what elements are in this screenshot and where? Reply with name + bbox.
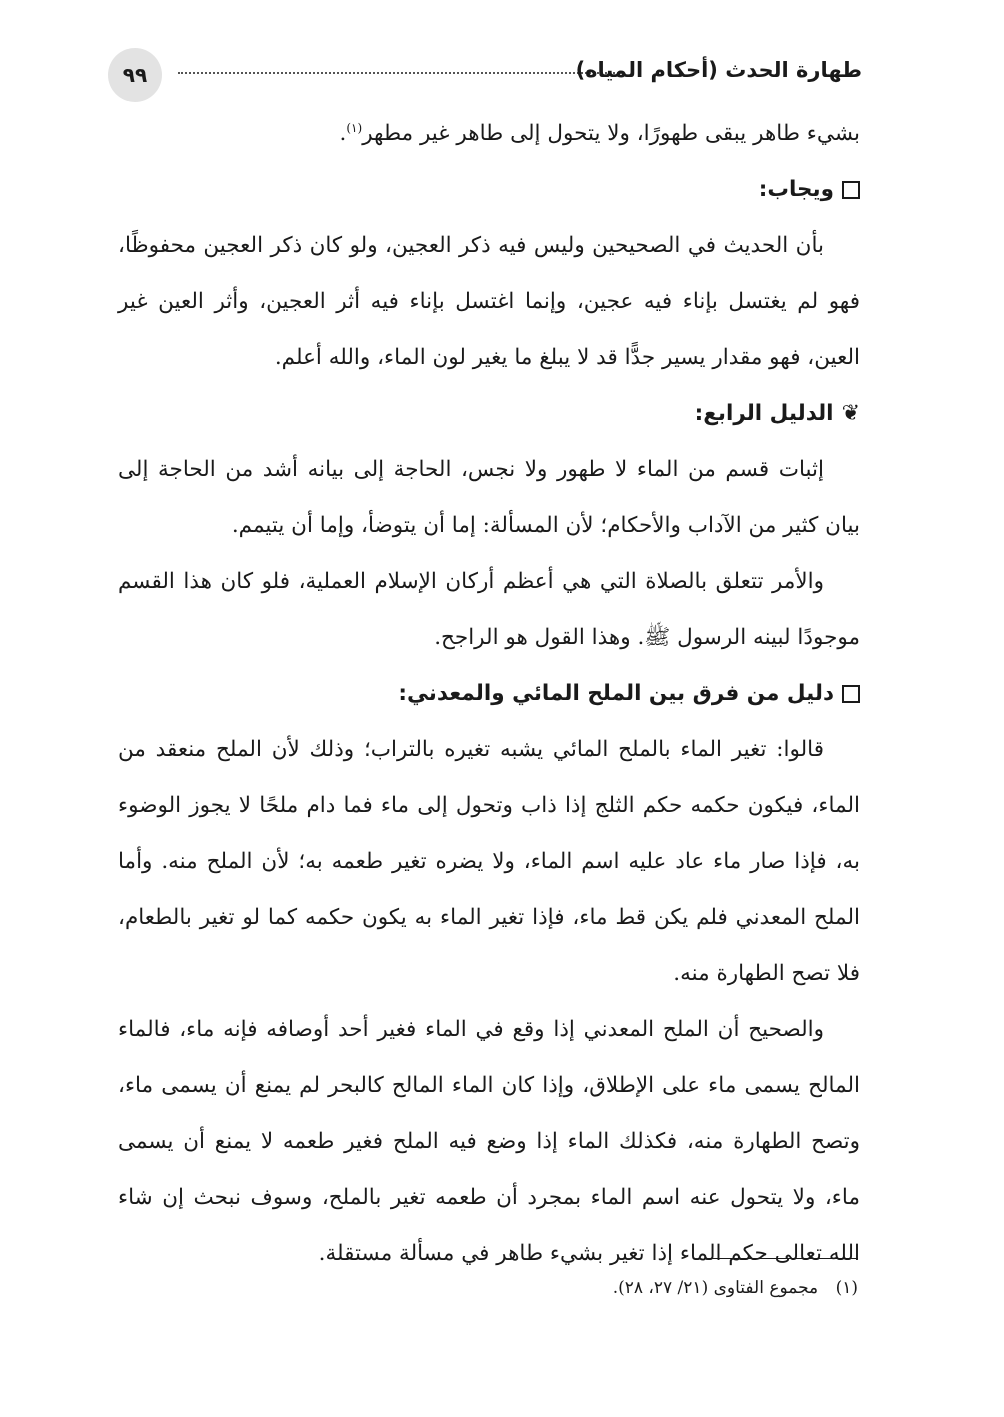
page-header <box>108 48 862 102</box>
heading-reply <box>118 162 860 218</box>
heading-text: دليل من فرق بين الملح المائي والمعدني: <box>398 681 834 707</box>
header-dotted-rule <box>178 72 622 74</box>
footnote-number: (١) <box>835 1278 858 1298</box>
paragraph-reply: بأن الحديث في الصحيحين وليس فيه ذكر العجين، ولو كان ذكر العجين محفوظًا، فهو لم يغتسل بإناء فيه عجين، وإنما اغتسل بإناء فيه أثر العجين، وأثر العين غير العين، فهو مقدار يسير جدًّا قد لا يبلغ ما يغير لون الماء، والله أعلم. <box>118 233 860 371</box>
footnote-text: مجموع الفتاوى (٢١/ ٢٧، ٢٨). <box>612 1278 819 1298</box>
leaf-ornament-icon: ❦ <box>841 401 860 427</box>
paragraph-continuation: بشيء طاهر يبقى طهورًا، ولا يتحول إلى طاهر غير مطهر$^{(١)}$. <box>339 121 860 147</box>
footnote-reference: (١) <box>346 121 363 135</box>
paragraph-correct-view: والصحيح أن الملح المعدني إذا وقع في الماء فغير أحد أوصافه فإنه ماء، فالماء المالح يسمى ماء على الإطلاق، وإذا كان الماء المالح كالبحر لم يمنع أن يسمى ماء، وتصح الطهارة منه، فكذلك الماء إذا وضع فيه الملح فغير طعمه لا يمنع أن يسمى ماء، ولا يتحول عنه اسم الماء بمجرد أن طعمه تغير بالملح، وسوف نبحث إن شاء الله تعالى حكم الماء إذا تغير بشيء طاهر في مسألة مستقلة. <box>118 1017 860 1267</box>
paragraph-text: بشيء طاهر يبقى طهورًا، ولا يتحول إلى طاهر غير مطهر <box>362 121 860 147</box>
paragraph-salt-argument: قالوا: تغير الماء بالملح المائي يشبه تغيره بالتراب؛ وذلك لأن الملح منعقد من الماء، فيكون حكمه حكم الثلج إذا ذاب وتحول إلى ماء فما دام ملحًا لا يجوز الوضوء به، فإذا صار ماء عاد عليه اسم الماء، ولا يضره تغير طعمه به؛ لأن الملح منه. وأما الملح المعدني فلم يكن قط ماء، فإذا تغير الماء به يكون حكمه كما لو تغير بالطعام، فلا تصح الطهارة منه. <box>118 737 860 987</box>
footnote <box>613 1278 858 1298</box>
paragraph-evidence: إثبات قسم من الماء لا طهور ولا نجس، الحاجة إلى بيانه أشد من الحاجة إلى بيان كثير من الآداب والأحكام؛ لأن المسألة: إما أن يتوضأ، وإما أن يتيمم. <box>118 457 860 539</box>
page-number: ٩٩ <box>108 48 162 102</box>
square-bullet-icon <box>842 181 860 199</box>
heading-fourth-evidence <box>118 386 860 442</box>
heading-salt-distinction <box>118 666 860 722</box>
running-title: طهارة الحدث (أحكام المياه) <box>575 58 862 82</box>
page-body <box>118 100 860 1282</box>
footnote-separator <box>706 1258 858 1259</box>
square-bullet-icon <box>842 685 860 703</box>
heading-text: الدليل الرابع: <box>694 401 834 427</box>
paragraph-conclusion: والأمر تتعلق بالصلاة التي هي أعظم أركان الإسلام العملية، فلو كان هذا القسم موجودًا لبينه الرسول ﷺ. وهذا القول هو الراجح. <box>118 569 860 651</box>
heading-text: ويجاب: <box>758 177 834 203</box>
